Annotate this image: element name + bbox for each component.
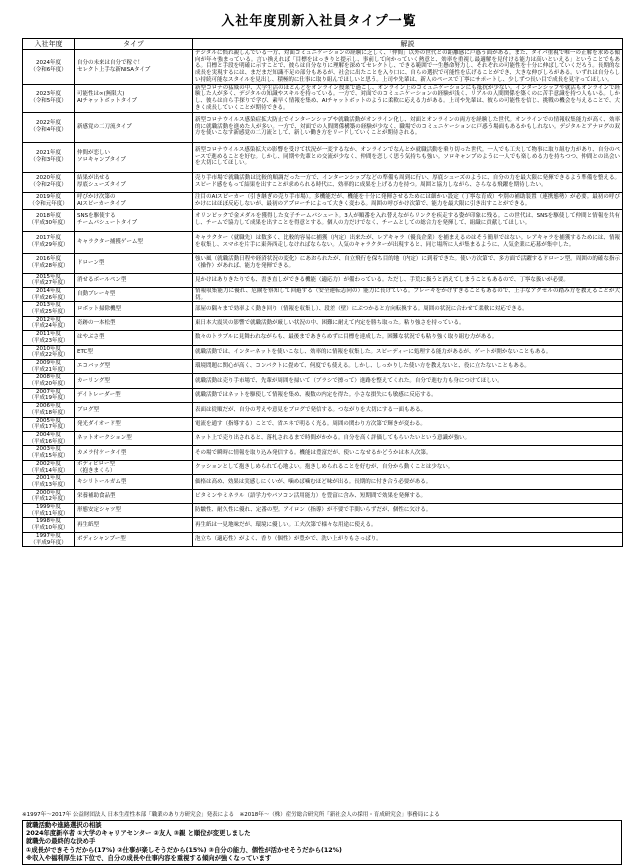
type-cell: ロボット掃除機型 bbox=[75, 302, 193, 316]
type-cell: 形態安定シャツ型 bbox=[75, 504, 193, 518]
desc-cell: キャラクター（就職先）は数多く、比較的容易に捕獲（内定）出来たが、レアキャラ（優良企業）を捕まえるのはそう簡単ではない。レアキャラを捕獲するためには、情報を収集し、スマホを片手に東奔西走しなければならない。人気のキャラクターが出現すると、同じ場所に人が集まるように、人気企業に応募が集中した。 bbox=[193, 231, 623, 253]
desc-cell: 就職活動は売り手市場で、先輩が周囲を掃いて（ブラシで擦って）進路を整えてくれた。自分で進む力も身につけてほしい。 bbox=[193, 374, 623, 388]
desc-cell: 電流を通す（指導する）ことで、省エネで明るく光る。周囲の関わり方次第で輝きが変わる。 bbox=[193, 417, 623, 431]
year-cell: 2002年度 （平成14年度） bbox=[23, 460, 75, 474]
table-row bbox=[23, 273, 623, 287]
type-cell: はやぶさ型 bbox=[75, 331, 193, 345]
type-cell: ネットオークション型 bbox=[75, 431, 193, 445]
source-note: ※1997年〜2017年 公益財団法人 日本生産性本部「職業のあり方研究会」発表による ※2018年〜（株）産労総合研究所「新社会人の採用・育成研究会」事務局による bbox=[22, 812, 440, 818]
desc-cell: 就職活動では、インターネットを使いこなし、効率的に情報を収集した。スピーディーに処理する能力があるが、ゲートが開かないこともある。 bbox=[193, 345, 623, 359]
desc-cell: 価格は高め、効果は実感しにくいが、噛めば噛むほど味が出る。長期的に付き合う必要がある。 bbox=[193, 475, 623, 489]
desc-cell: デジタルに慣れ親しんでいる一方、対面コミュニケーションの経験に乏しく、「仲間」以外の世代との距離感に戸惑う面がある。また、タイパ重視で唯一の正解を求める傾向が年々強まっている。言い換えれば「目標をはっきりと提示し、事前して向かっていく熱意と、効率を重視し最適解を見付ける能力は高いといえる」ということでもある。目標と手段を明確に示すことで、彼らは自分なりに理解を深めてセレクトし、できる範囲で一生懸命努力し、それぞれの可能性を十分に伸ばしていくだろう。長期的な成長を実現するには、まだまだ知識不足の部分もあるが、社会に出たことを入り口に、自らの選択で可能性を広げることができ、大きな伸びしろがある。いずれは自分らしい持続可能なスタイルを見出し、積極的に仕事に取り組んでほしいと思う。上司や先輩は、新人のペースで丁寧にサポートし、少しずつ長い目で成長を見守ってほしい。 bbox=[193, 50, 623, 85]
table-row bbox=[23, 172, 623, 192]
desc-cell: その場で瞬時に情報を取り込み発信する。機能は豊富だが、使いこなせるかどうかは本人次第。 bbox=[193, 446, 623, 460]
year-cell: 1999年度 （平成11年度） bbox=[23, 504, 75, 518]
year-cell: 2010年度 （平成22年度） bbox=[23, 345, 75, 359]
year-cell: 1997年度 （平成9年度） bbox=[23, 532, 75, 546]
type-cell: 発光ダイオード型 bbox=[75, 417, 193, 431]
year-cell: 2021年度 （令和3年度） bbox=[23, 142, 75, 172]
header-year: 入社年度 bbox=[23, 39, 75, 50]
year-cell: 2000年度 （平成12年度） bbox=[23, 489, 75, 503]
table-row bbox=[23, 209, 623, 231]
table-row bbox=[23, 489, 623, 503]
table-body bbox=[23, 50, 623, 547]
year-cell: 2017年度 （平成29年度） bbox=[23, 231, 75, 253]
year-cell: 2012年度 （平成24年度） bbox=[23, 316, 75, 330]
type-cell: 再生紙型 bbox=[75, 518, 193, 532]
year-cell: 2007年度 （平成19年度） bbox=[23, 388, 75, 402]
table-row bbox=[23, 253, 623, 273]
table-row bbox=[23, 331, 623, 345]
table-row bbox=[23, 142, 623, 172]
desc-cell: 新型コロナウイルス感染拡大の影響を受けて状況が一変するなか、オンラインでなんとか就職活動を乗り切った世代。一人でも工夫して物事に取り組む力があり、自分のペースで進めることを好む。しかし、同期や先輩との交流が少なく、仲間を恋しく思う気持ちも強い。ソロキャンプのように一人でも楽しめる力を持ちつつ、仲間との出会いを大切にしてほしい。 bbox=[193, 142, 623, 172]
type-cell: カーリング型 bbox=[75, 374, 193, 388]
header-desc: 解説 bbox=[193, 39, 623, 50]
desc-cell: ビタミンやミネラル（語学力やパソコン活用能力）を豊富に含み、短期間で効果を発揮する。 bbox=[193, 489, 623, 503]
year-cell: 2005年度 （平成17年度） bbox=[23, 417, 75, 431]
table-row bbox=[23, 460, 623, 474]
desc-cell: 売り手市場で就職活動は比較的順調だった一方で、インターンシップなどの準備も周到に行い、厚底シューズのように、自分の力を最大限に発揮できるよう準備を整える。スピード感をもって結果を出すことが求められる時代に、効率的に成果を上げる力を持つ。周囲と協力しながら、さらなる飛躍を期待したい。 bbox=[193, 172, 623, 192]
page-title: 入社年度別新入社員タイプ一覧 bbox=[221, 14, 417, 29]
year-cell: 2008年度 （平成20年度） bbox=[23, 374, 75, 388]
year-cell: 2019年度 （令和元年度） bbox=[23, 192, 75, 209]
type-cell: ボディピロー型 （抱きまくら） bbox=[75, 460, 193, 474]
year-cell: 2015年度 （平成27年度） bbox=[23, 273, 75, 287]
type-cell: ETC型 bbox=[75, 345, 193, 359]
type-cell: 新感覚の二刀流タイプ bbox=[75, 112, 193, 142]
type-cell: キシリトールガム型 bbox=[75, 475, 193, 489]
type-cell: デイトレーダー型 bbox=[75, 388, 193, 402]
desc-cell: 東日本大震災の影響で就職活動が厳しい状況の中、困難に耐えて内定を勝ち取った。粘り強さを持っている。 bbox=[193, 316, 623, 330]
table-row bbox=[23, 231, 623, 253]
type-cell: キャラクター捕獲ゲーム型 bbox=[75, 231, 193, 253]
table-row bbox=[23, 345, 623, 359]
table-row bbox=[23, 388, 623, 402]
table-row bbox=[23, 504, 623, 518]
survey-line-3: 就職先の最終的な決め手 bbox=[26, 838, 96, 846]
notes-section bbox=[22, 812, 622, 865]
desc-cell: 情報収集能力に優れ、危険を察知して回避する（安全運転志向の）能力に長けている。ブレーキをかけすぎることもあるので、上手なアクセルの踏み方を教えることが大切。 bbox=[193, 287, 623, 301]
type-cell: ボディシャンプー型 bbox=[75, 532, 193, 546]
type-cell: ブログ型 bbox=[75, 403, 193, 417]
type-cell: 自分の未来は自分で稼ぐ！ セレクト上手な新NISAタイプ bbox=[75, 50, 193, 85]
table-row bbox=[23, 316, 623, 330]
type-cell: エコバッグ型 bbox=[75, 359, 193, 373]
type-cell: SNSを駆使する チームパシュートタイプ bbox=[75, 209, 193, 231]
type-cell: 可能性は∞(無限大) AIチャットボットタイプ bbox=[75, 84, 193, 112]
survey-line-2: 2024年度新卒者 ①大学のキャリアセンター ②友人 ③親 と順位が変更しました bbox=[26, 830, 251, 838]
year-cell: 2022年度 （令和4年度） bbox=[23, 112, 75, 142]
year-cell: 2024年度 （令和6年度） bbox=[23, 50, 75, 85]
desc-cell: 部屋の隅々まで効率よく動き回り（情報を収集し）、段差（壁）にぶつかると方向転換する。周囲の状況に合わせて柔軟に対応できる。 bbox=[193, 302, 623, 316]
new-employee-type-table bbox=[22, 38, 623, 547]
type-cell: 自動ブレーキ型 bbox=[75, 287, 193, 301]
table-row bbox=[23, 475, 623, 489]
table-row bbox=[23, 112, 623, 142]
year-cell: 2018年度 （平成30年度） bbox=[23, 209, 75, 231]
survey-box bbox=[22, 820, 622, 865]
table-row bbox=[23, 359, 623, 373]
desc-cell: 泡立ち（適応性）がよく、香り（個性）が豊かで、洗い上がりもさっぱり。 bbox=[193, 532, 623, 546]
desc-cell: 強い風（就職活動日程や経済状況の変化）にあおられたが、自立飛行を保ち目的地（内定）に到着できた。使い方次第で、多方面で活躍するドローン型。周囲の的確な指示（操作）があれば、能力を発揮できる。 bbox=[193, 253, 623, 273]
year-cell: 2006年度 （平成18年度） bbox=[23, 403, 75, 417]
desc-cell: ネット上で売り出されると、落札されるまで時間がかかる。自分を高く評価してもらいたいという意識が強い。 bbox=[193, 431, 623, 445]
desc-cell: 再生紙は一見地味だが、環境に優しい。工夫次第で様々な用途に使える。 bbox=[193, 518, 623, 532]
desc-cell: 注目のAIスピーカー（引き継ぎの売り手市場）。多機能だが、機能を十分に発揮させるためには細かい設定（丁寧な育成）や別の補助装置（連携態勢）が必要。最初の呼びかけにはほぼ反応しないが、最初のアプローチによって大きく変わる。周囲の呼びかけ次第で、能力を最大限に引き出すことができる。 bbox=[193, 192, 623, 209]
type-cell: 奇跡の一本松型 bbox=[75, 316, 193, 330]
table-row bbox=[23, 287, 623, 301]
year-cell: 2004年度 （平成16年度） bbox=[23, 431, 75, 445]
header-type: タイプ bbox=[75, 39, 193, 50]
type-cell: 結果が出せる 厚底シューズタイプ bbox=[75, 172, 193, 192]
table-row bbox=[23, 532, 623, 546]
desc-cell: 見かけはありきたりでも、書き直しができる機能（適応力）が備わっている。ただし、手荒に扱うと消えてしまうこともあるので、丁寧な扱いが必要。 bbox=[193, 273, 623, 287]
year-cell: 2009年度 （平成21年度） bbox=[23, 359, 75, 373]
desc-cell: 環境問題に関心が高く、コンパクトに畳めて、何度でも使える。しかし、しっかりした使い方を教えないと、役に立たないこともある。 bbox=[193, 359, 623, 373]
desc-cell: 防皺性、耐久性に優れ、定番の型。アイロン（指導）が不要で手間いらずだが、個性に欠ける。 bbox=[193, 504, 623, 518]
desc-cell: 表面は従順だが、自分の考えや意見をブログで発信する。つながりを大切にする一面もある。 bbox=[193, 403, 623, 417]
year-cell: 2020年度 （令和2年度） bbox=[23, 172, 75, 192]
table-row bbox=[23, 374, 623, 388]
table-row bbox=[23, 302, 623, 316]
type-cell: カメラ付ケータイ型 bbox=[75, 446, 193, 460]
desc-cell: クッションとして抱きしめられて心地よい。抱きしめられることを好むが、自分から動くことは少ない。 bbox=[193, 460, 623, 474]
desc-cell: オリンピックで金メダルを獲得した女子チームパシュート。3人が順番を入れ替えながらリンクを疾走する姿が印象に残る。この世代は、SNSを駆使して仲間と情報を共有し、チームで協力して成果を出すことを得意とする。個人の力だけでなく、チームとしての総合力を発揮して、組織に貢献してほしい。 bbox=[193, 209, 623, 231]
table-row bbox=[23, 446, 623, 460]
table-row bbox=[23, 84, 623, 112]
table-row bbox=[23, 192, 623, 209]
desc-cell: 就職活動ではネットを駆使して情報を集め、複数の内定を得た。小さな損失にも敏感に反応する。 bbox=[193, 388, 623, 402]
table-row bbox=[23, 403, 623, 417]
year-cell: 2014年度 （平成26年度） bbox=[23, 287, 75, 301]
year-cell: 2001年度 （平成13年度） bbox=[23, 475, 75, 489]
table-row bbox=[23, 518, 623, 532]
year-cell: 2003年度 （平成15年度） bbox=[23, 446, 75, 460]
table-header-row bbox=[23, 39, 623, 50]
type-cell: 栄養補助食品型 bbox=[75, 489, 193, 503]
type-cell: 消せるボールペン型 bbox=[75, 273, 193, 287]
desc-cell: 新型コロナウイルス感染症拡大防止でインターンシップや就職活動がオンライン化し、対面とオンラインの両方を経験した世代。オンラインでの情報収集能力が高く、効率的に就職活動を進めた人が多い。一方で、対面での人間関係構築の経験が少なく、職場でのコミュニケーションに戸惑う場面もあるかもしれない。デジタルとアナログの双方を使いこなす新感覚の二刀流として、新しい働き方をリードしていくことが期待される。 bbox=[193, 112, 623, 142]
year-cell: 2011年度 （平成23年度） bbox=[23, 331, 75, 345]
type-cell: 仲間が恋しい ソロキャンプタイプ bbox=[75, 142, 193, 172]
survey-line-4: ①成長ができそうだから(17%) ②仕事が楽しそうだから(15%) ③自分の能力、個性が活かせそうだから(12%) bbox=[26, 846, 342, 854]
year-cell: 2023年度 （令和5年度） bbox=[23, 84, 75, 112]
table-row bbox=[23, 417, 623, 431]
year-cell: 2016年度 （平成28年度） bbox=[23, 253, 75, 273]
year-cell: 1998年度 （平成10年度） bbox=[23, 518, 75, 532]
survey-line-5: ※収入や福利厚生は下位で、自分の成長や仕事内容を重視する傾向が強くなっています bbox=[26, 854, 272, 862]
year-cell: 2013年度 （平成25年度） bbox=[23, 302, 75, 316]
table-row bbox=[23, 50, 623, 85]
survey-line-1: 就職活動や進路選択の相談 bbox=[26, 822, 102, 830]
type-cell: 呼びかけ次第の AIスピーカータイプ bbox=[75, 192, 193, 209]
table-row bbox=[23, 431, 623, 445]
desc-cell: 新型コロナの猛威の中、大学生活のほとんどをオンライン授業で過ごし、オンライン上のコミュニケーションにも抵抗が少ない。インターンシップや就活もオンラインで経験した人が多く、デジタルの知識やスキルを持っている。一方で、対面でのコミュニケーションの経験が浅く、リアルの人間関係を築くのに苦手意識を持つ人もいる。しかし、彼らは自ら手探りで学び、素早く情報を集め、AIチャットボットのように柔軟に応える力がある。上司や先輩は、彼らの可能性を信じ、挑戦の機会を与えることで、大きく成長していくことが期待できる。 bbox=[193, 84, 623, 112]
desc-cell: 数々のトラブルに見舞われながらも、最後まであきらめずに目標を達成した。困難な状況でも粘り強く取り組む力がある。 bbox=[193, 331, 623, 345]
type-cell: ドローン型 bbox=[75, 253, 193, 273]
